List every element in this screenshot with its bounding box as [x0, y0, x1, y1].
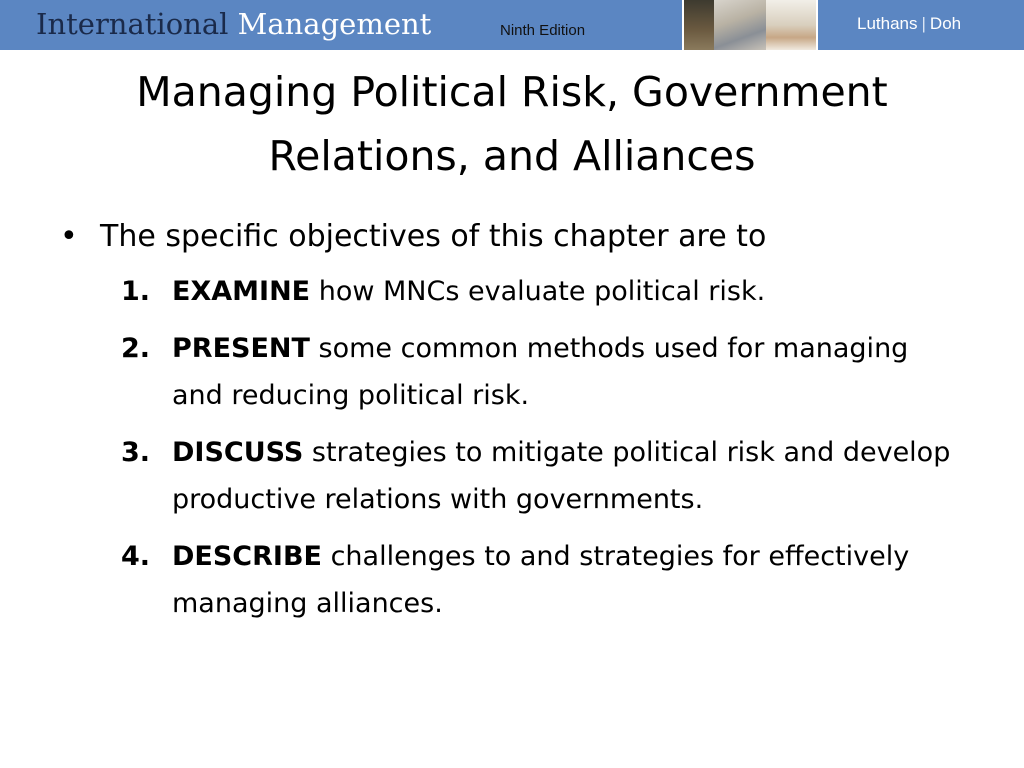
slide-title: Managing Political Risk, Government Relations, and Alliances	[136, 68, 888, 180]
bullet-marker: •	[60, 219, 78, 254]
intro-bullet	[60, 212, 980, 262]
item-text	[172, 533, 962, 627]
header-photo-strip	[682, 0, 818, 50]
book-title-word2: Management	[237, 7, 432, 41]
item-keyword: EXAMINE	[172, 276, 311, 307]
item-description: some common methods used for managing and reducing political risk.	[172, 333, 909, 411]
header-photo	[714, 0, 766, 50]
item-description: challenges to and strategies for effectively managing alliances.	[172, 541, 910, 619]
book-title-word1: International	[36, 7, 229, 41]
item-number: 4.	[120, 541, 150, 572]
author-name: Luthans	[857, 14, 918, 33]
item-description: how MNCs evaluate political risk.	[310, 276, 766, 307]
item-keyword: DISCUSS	[172, 437, 304, 468]
edition-label: Ninth Edition	[500, 22, 586, 39]
header-bar	[0, 0, 1024, 50]
item-keyword: DESCRIBE	[172, 541, 322, 572]
item-number: 2.	[120, 333, 150, 364]
item-number: 1.	[120, 276, 150, 307]
header-photo	[684, 0, 714, 50]
item-keyword: PRESENT	[172, 333, 310, 364]
item-text	[172, 429, 962, 523]
authors-label	[857, 14, 961, 34]
item-description: strategies to mitigate political risk and develop productive relations with governments.	[172, 437, 951, 515]
objectives-list	[60, 268, 980, 627]
list-item	[60, 533, 980, 627]
item-text	[172, 268, 962, 315]
list-item	[60, 429, 980, 523]
slide-body	[60, 212, 980, 637]
intro-text: The specific objectives of this chapter are to	[100, 219, 767, 254]
book-title	[36, 4, 431, 44]
item-text	[172, 325, 962, 419]
author-name: Doh	[929, 14, 962, 33]
list-item	[60, 325, 980, 419]
item-number: 3.	[120, 437, 150, 468]
author-separator: |	[921, 14, 926, 33]
list-item	[60, 268, 980, 315]
header-photo	[766, 0, 816, 50]
